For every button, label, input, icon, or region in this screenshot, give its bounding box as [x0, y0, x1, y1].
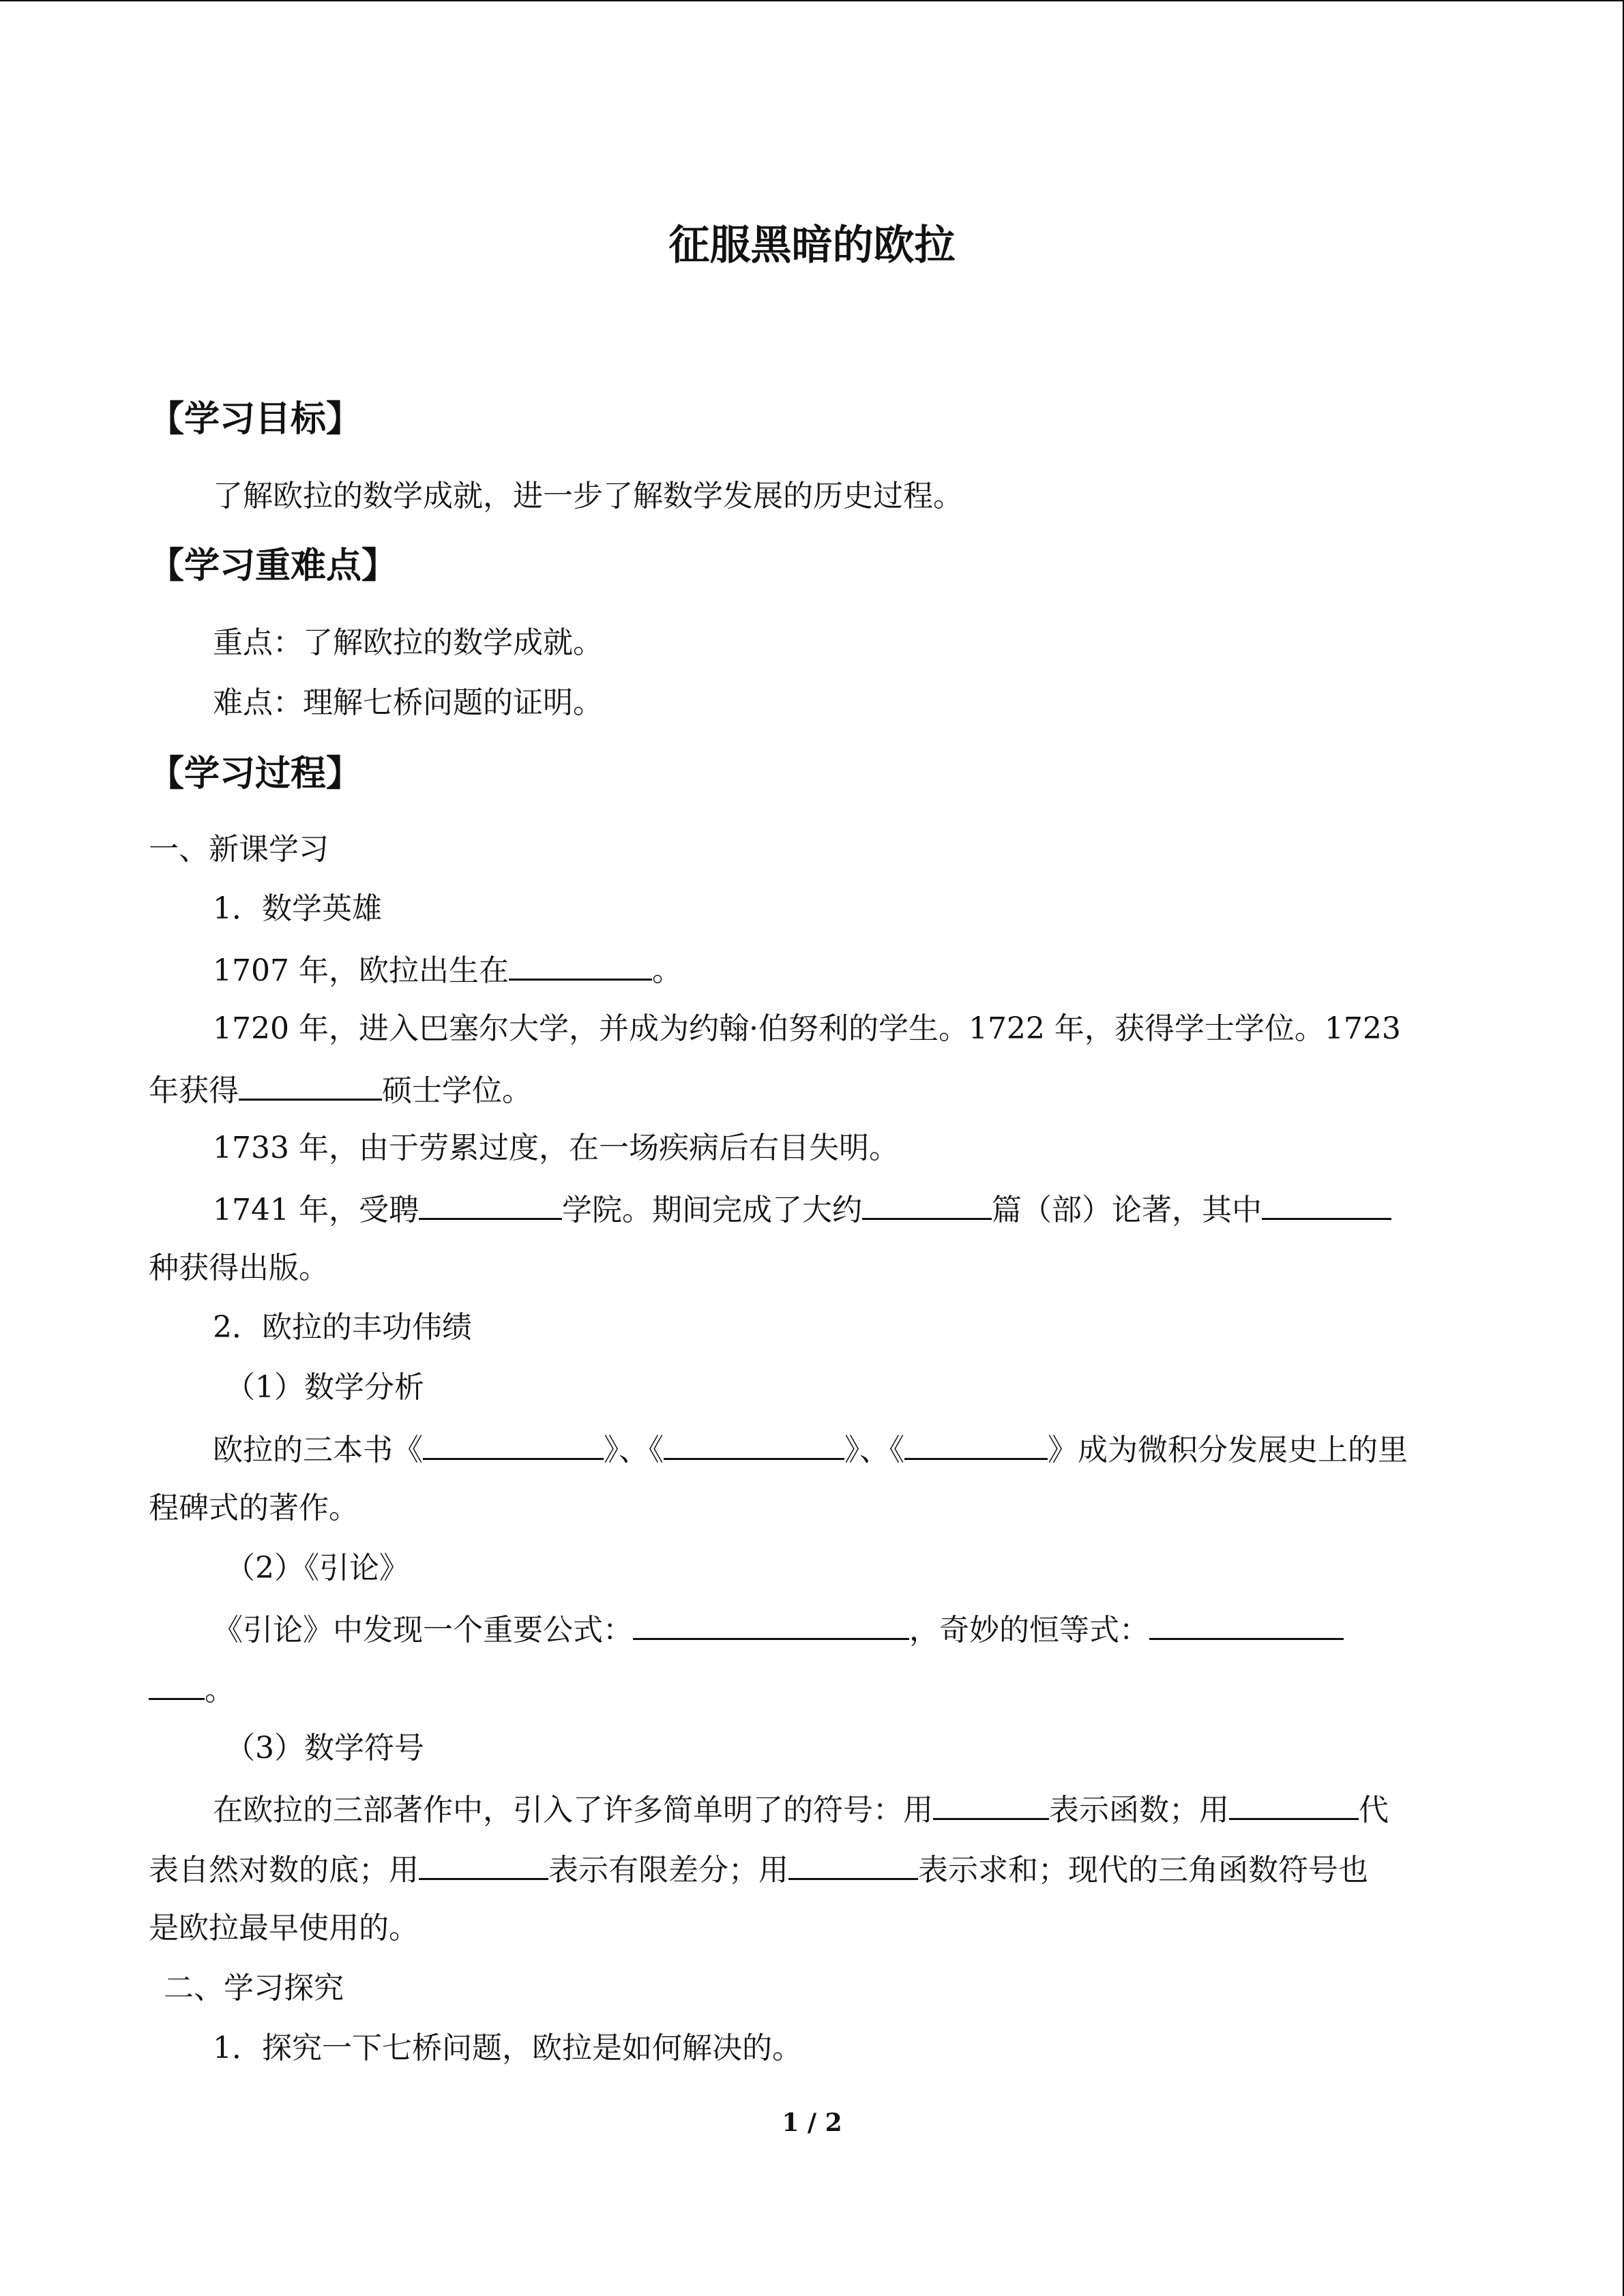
paragraph-line: 程碑式的著作。: [149, 1491, 359, 1525]
text-segment: 硕士学位。: [382, 1073, 532, 1108]
text-segment: 1741 年，受聘: [213, 1193, 419, 1227]
paragraph-line: [213, 1611, 1344, 1648]
text-segment: 》、《: [604, 1433, 664, 1467]
goals-heading: 【学习目标】: [149, 399, 362, 440]
paragraph-line: [149, 1671, 235, 1708]
text-segment: 在欧拉的三部著作中，引入了许多简单明了的符号：用: [213, 1793, 933, 1828]
page-title: 征服黑暗的欧拉: [668, 222, 956, 269]
text-segment: 表自然对数的底；用: [149, 1853, 419, 1888]
paragraph-line: 是欧拉最早使用的。: [149, 1911, 419, 1945]
text-segment: 表示有限差分；用: [548, 1853, 788, 1888]
key-points-heading: 【学习重难点】: [149, 546, 398, 586]
paragraph-line: 1720 年，进入巴塞尔大学，并成为约翰·伯努利的学生。1722 年，获得学士学位。1723: [213, 1011, 1401, 1046]
subsection-heading: 1．探究一下七桥问题，欧拉是如何解决的。: [213, 2031, 802, 2066]
subsection-heading: 1．数学英雄: [213, 891, 382, 926]
text-segment: 欧拉的三本书《: [213, 1433, 423, 1467]
key-point-text: 重点：了解欧拉的数学成就。: [213, 625, 603, 660]
part-two-heading: 二、学习探究: [164, 1971, 344, 2006]
subsection-heading: （3）数学符号: [225, 1731, 424, 1765]
fill-blank[interactable]: [1229, 1791, 1359, 1820]
paragraph-line: 种获得出版。: [149, 1251, 329, 1285]
paragraph-line: [213, 1191, 1391, 1228]
goals-text: 了解欧拉的数学成就，进一步了解数学发展的历史过程。: [213, 479, 963, 513]
fill-blank[interactable]: [149, 1671, 205, 1700]
text-segment: 。: [651, 953, 682, 988]
text-segment: 表示求和；现代的三角函数符号也: [918, 1853, 1368, 1888]
fill-blank[interactable]: [239, 1071, 382, 1101]
part-one-heading: 一、新课学习: [149, 832, 329, 867]
text-segment: 《引论》中发现一个重要公式：: [213, 1613, 633, 1648]
paragraph-line: [149, 1071, 532, 1109]
text-segment: 代: [1359, 1793, 1389, 1828]
text-segment: 。: [205, 1673, 235, 1708]
fill-blank[interactable]: [1149, 1611, 1344, 1640]
subsection-heading: 2．欧拉的丰功伟绩: [213, 1310, 472, 1345]
difficult-point-text: 难点：理解七桥问题的证明。: [213, 685, 603, 720]
text-segment: 学院。期间完成了大约: [561, 1193, 862, 1227]
fill-blank[interactable]: [862, 1191, 992, 1220]
text-segment: 篇（部）论著，其中: [991, 1193, 1262, 1227]
subsection-heading: （1）数学分析: [225, 1370, 424, 1405]
text-segment: 》成为微积分发展史上的里: [1048, 1433, 1408, 1467]
page-number: 1 / 2: [782, 2108, 842, 2137]
fill-blank[interactable]: [664, 1431, 844, 1460]
text-segment: ，奇妙的恒等式：: [909, 1613, 1149, 1648]
paragraph-line: [213, 951, 682, 989]
text-segment: 表示函数；用: [1049, 1793, 1229, 1828]
fill-blank[interactable]: [419, 1191, 562, 1220]
paragraph-line: [149, 1851, 1368, 1888]
subsection-heading: （2）《引论》: [225, 1551, 409, 1585]
text-segment: 年获得: [149, 1073, 239, 1108]
paragraph-line: 1733 年，由于劳累过度，在一场疾病后右目失明。: [213, 1131, 899, 1165]
fill-blank[interactable]: [1262, 1191, 1391, 1220]
fill-blank[interactable]: [423, 1431, 604, 1460]
paragraph-line: [213, 1431, 1408, 1468]
fill-blank[interactable]: [419, 1851, 548, 1880]
fill-blank[interactable]: [904, 1431, 1048, 1460]
fill-blank[interactable]: [509, 951, 652, 981]
text-segment: 》、《: [844, 1433, 904, 1467]
fill-blank[interactable]: [633, 1611, 909, 1640]
fill-blank[interactable]: [933, 1791, 1049, 1820]
text-segment: 1707 年，欧拉出生在: [213, 953, 509, 988]
paragraph-line: [213, 1791, 1389, 1828]
process-heading: 【学习过程】: [149, 754, 362, 794]
fill-blank[interactable]: [788, 1851, 918, 1880]
